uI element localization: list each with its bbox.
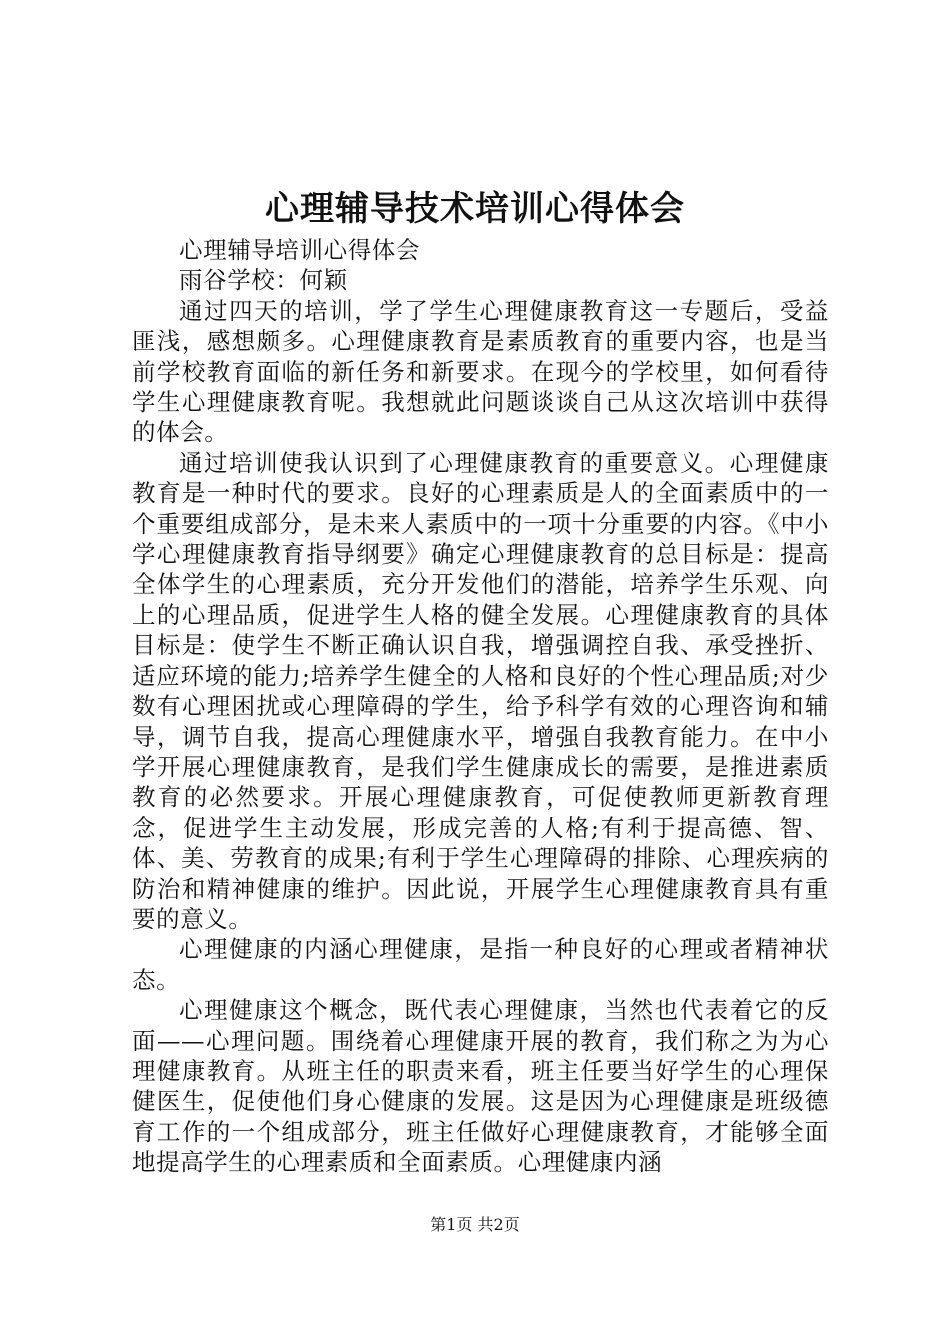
document-body xyxy=(132,235,829,1178)
paragraph-1: 通过四天的培训，学了学生心理健康教育这一专题后，受益匪浅，感想颇多。心理健康教育是素质教育的重要内容，也是当前学校教育面临的新任务和新要求。在现今的学校里，如何看待学生心理健康教育呢。我想就此问题谈谈自己从这次培训中获得的体会。 xyxy=(132,296,829,447)
page-footer: 第1页 共2页 xyxy=(430,1215,520,1234)
author-line: 雨谷学校：何颖 xyxy=(179,266,348,295)
paragraph-3: 心理健康的内涵心理健康，是指一种良好的心理或者精神状态。 xyxy=(132,935,829,994)
paragraph-2: 通过培训使我认识到了心理健康教育的重要意义。心理健康教育是一种时代的要求。良好的心理素质是人的全面素质中的一个重要组成部分，是未来人素质中的一项十分重要的内容。《中小学心理健康教育指导纲要》确定心理健康教育的总目标是：提高全体学生的心理素质，充分开发他们的潜能，培养学生乐观、向上的心理品质，促进学生人格的健全发展。心理健康教育的具体目标是：使学生不断正确认识自我，增强调控自我、承受挫折、适应环境的能力;培养学生健全的人格和良好的个性心理品质;对少数有心理困扰或心理障碍的学生，给予科学有效的心理咨询和辅导，调节自我，提高心理健康水平，增强自我教育能力。在中小学开展心理健康教育，是我们学生健康成长的需要，是推进素质教育的必然要求。开展心理健康教育，可促使教师更新教育理念，促进学生主动发展，形成完善的人格;有利于提高德、智、体、美、劳教育的成果;有利于学生心理障碍的排除、心理疾病的防治和精神健康的维护。因此说，开展学生心理健康教育具有重要的意义。 xyxy=(132,448,829,933)
paragraph-4: 心理健康这个概念，既代表心理健康，当然也代表着它的反面——心理问题。围绕着心理健康开展的教育，我们称之为为心理健康教育。从班主任的职责来看，班主任要当好学生的心理保健医生，促使他们身心健康的发展。这是因为心理健康是班级德育工作的一个组成部分，班主任做好心理健康教育，才能够全面地提高学生的心理素质和全面素质。心理健康内涵 xyxy=(132,996,829,1177)
subtitle-line: 心理辅导培训心得体会 xyxy=(179,236,420,264)
page-title: 心理辅导技术培训心得体会 xyxy=(265,189,685,229)
